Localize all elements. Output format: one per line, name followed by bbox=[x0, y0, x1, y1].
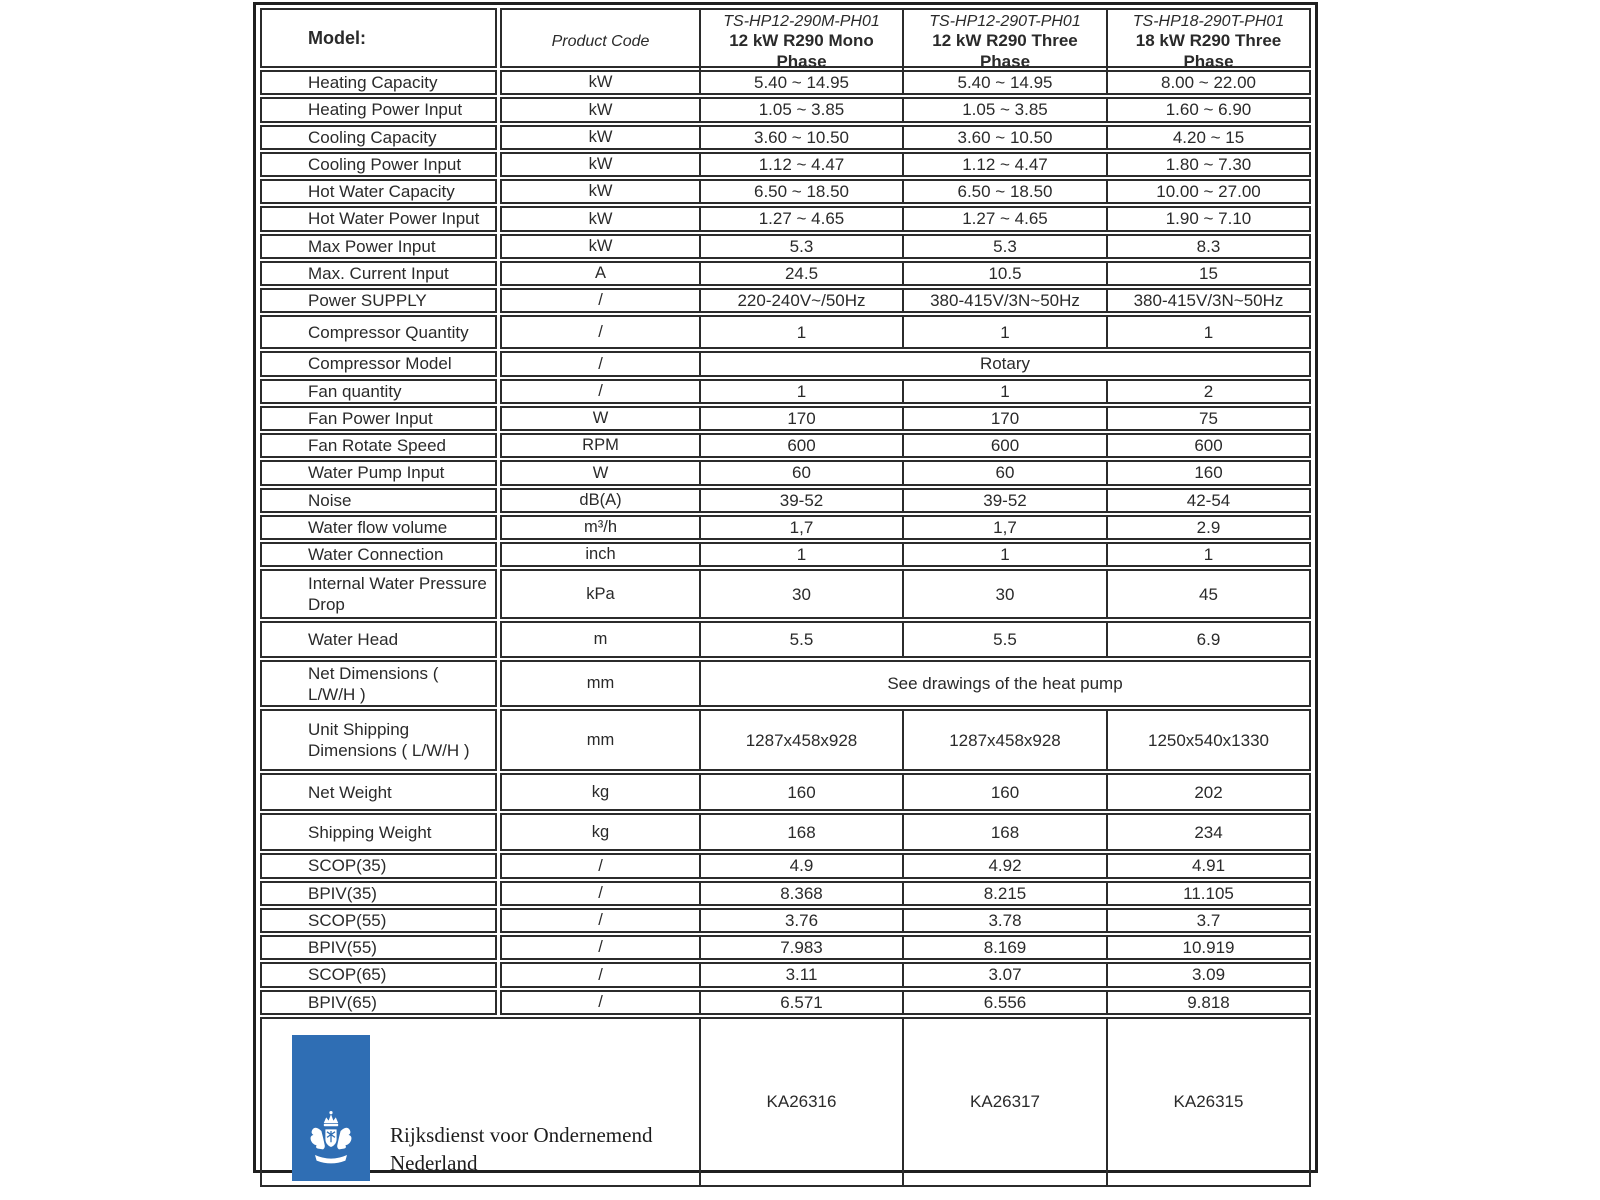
table-row bbox=[260, 125, 1311, 150]
value-cell: 160 bbox=[699, 775, 902, 809]
value-cell: 380-415V/3N~50Hz bbox=[1106, 290, 1309, 311]
table-row bbox=[260, 569, 1311, 619]
value-cell: 15 bbox=[1106, 263, 1309, 284]
row-label: Water Pump Input bbox=[260, 460, 497, 485]
table-row bbox=[260, 542, 1311, 567]
row-label: Shipping Weight bbox=[260, 813, 497, 851]
value-cell: 1 bbox=[699, 381, 902, 402]
unit-cell: / bbox=[598, 856, 603, 875]
value-cell: 1,7 bbox=[902, 517, 1106, 538]
value-cell: 10.919 bbox=[1106, 937, 1309, 958]
row-values bbox=[500, 379, 1311, 404]
value-cell: 1.60 ~ 6.90 bbox=[1106, 99, 1309, 120]
value-cell: 1 bbox=[1106, 317, 1309, 347]
unit-cell: W bbox=[592, 463, 609, 482]
value-cell: 60 bbox=[699, 462, 902, 483]
value-cell: 1287x458x928 bbox=[699, 711, 902, 769]
table-row bbox=[260, 234, 1311, 259]
row-values bbox=[500, 351, 1311, 376]
row-values bbox=[500, 70, 1311, 95]
row-label: Water flow volume bbox=[260, 515, 497, 540]
value-cell: 1.80 ~ 7.30 bbox=[1106, 154, 1309, 175]
value-cell: 600 bbox=[699, 435, 902, 456]
unit-cell: W bbox=[592, 409, 609, 428]
table-row bbox=[260, 206, 1311, 231]
value-cell: 5.40 ~ 14.95 bbox=[699, 72, 902, 93]
value-cell: 39-52 bbox=[902, 490, 1106, 511]
row-values bbox=[500, 962, 1311, 987]
value-cell: 1 bbox=[902, 317, 1106, 347]
model-code: TS-HP12-290T-PH01 bbox=[929, 13, 1081, 30]
row-values bbox=[500, 881, 1311, 906]
row-values bbox=[500, 433, 1311, 458]
value-cell: 1.05 ~ 3.85 bbox=[699, 99, 902, 120]
row-label: Internal Water Pressure Drop bbox=[260, 569, 497, 619]
value-cell: 5.5 bbox=[902, 623, 1106, 656]
value-cell: 3.76 bbox=[699, 910, 902, 931]
value-cell: 24.5 bbox=[699, 263, 902, 284]
value-cell: 30 bbox=[699, 571, 902, 617]
value-cell-span: Rotary bbox=[699, 353, 1309, 374]
table-row bbox=[260, 315, 1311, 349]
table-row bbox=[260, 908, 1311, 933]
row-values bbox=[500, 813, 1311, 851]
row-label: Noise bbox=[260, 488, 497, 513]
table-row bbox=[260, 179, 1311, 204]
rvo-brand-cell bbox=[262, 1019, 699, 1185]
model-column-header bbox=[1106, 10, 1309, 74]
product-code-header: Product Code bbox=[551, 32, 650, 50]
row-values bbox=[500, 152, 1311, 177]
row-label: Fan quantity bbox=[260, 379, 497, 404]
value-cell: 1287x458x928 bbox=[902, 711, 1106, 769]
row-values bbox=[500, 406, 1311, 431]
unit-cell: / bbox=[598, 965, 603, 984]
unit-cell: m bbox=[593, 630, 608, 649]
value-cell: 3.60 ~ 10.50 bbox=[699, 127, 902, 148]
model-code: TS-HP18-290T-PH01 bbox=[1132, 13, 1285, 30]
table-row bbox=[260, 990, 1311, 1015]
table-row bbox=[260, 351, 1311, 376]
row-values bbox=[500, 542, 1311, 567]
table-row bbox=[260, 261, 1311, 286]
unit-cell: A bbox=[594, 264, 606, 283]
value-cell: 3.07 bbox=[902, 964, 1106, 985]
value-cell: 60 bbox=[902, 462, 1106, 483]
unit-cell: / bbox=[598, 992, 603, 1011]
value-cell: 10.5 bbox=[902, 263, 1106, 284]
unit-cell: / bbox=[598, 911, 603, 930]
value-cell: 45 bbox=[1106, 571, 1309, 617]
value-cell: 234 bbox=[1106, 815, 1309, 849]
value-cell: 3.11 bbox=[699, 964, 902, 985]
value-cell: 168 bbox=[902, 815, 1106, 849]
value-cell: 170 bbox=[699, 408, 902, 429]
row-label: Hot Water Capacity bbox=[260, 179, 497, 204]
value-cell: 8.00 ~ 22.00 bbox=[1106, 72, 1309, 93]
row-label: SCOP(65) bbox=[260, 962, 497, 987]
heat-pump-spec-table bbox=[253, 2, 1318, 1176]
unit-cell: / bbox=[598, 291, 603, 310]
value-cell: 4.20 ~ 15 bbox=[1106, 127, 1309, 148]
value-cell: 6.571 bbox=[699, 992, 902, 1013]
unit-cell: kW bbox=[588, 73, 613, 92]
row-label: Water Head bbox=[260, 621, 497, 658]
row-values bbox=[500, 660, 1311, 707]
value-cell: 3.78 bbox=[902, 910, 1106, 931]
value-cell: 9.818 bbox=[1106, 992, 1309, 1013]
value-cell: 2 bbox=[1106, 381, 1309, 402]
row-label: Heating Capacity bbox=[260, 70, 497, 95]
table-row bbox=[260, 962, 1311, 987]
value-cell: 1 bbox=[902, 381, 1106, 402]
certificate-code-cell: KA26316 bbox=[699, 1019, 902, 1185]
dutch-coat-of-arms-icon bbox=[307, 1110, 355, 1173]
unit-cell: kW bbox=[588, 236, 613, 255]
table-row bbox=[260, 433, 1311, 458]
row-label: Max. Current Input bbox=[260, 261, 497, 286]
unit-cell: / bbox=[598, 883, 603, 902]
model-name: 12 kW R290 Three Phase bbox=[932, 31, 1078, 71]
value-cell: 1 bbox=[902, 544, 1106, 565]
unit-cell: mm bbox=[586, 674, 615, 693]
value-cell: 6.556 bbox=[902, 992, 1106, 1013]
value-cell: 10.00 ~ 27.00 bbox=[1106, 181, 1309, 202]
value-cell: 5.3 bbox=[699, 236, 902, 257]
value-cell: 8.215 bbox=[902, 883, 1106, 904]
value-cell: 6.50 ~ 18.50 bbox=[902, 181, 1106, 202]
table-row bbox=[260, 488, 1311, 513]
row-values bbox=[500, 261, 1311, 286]
table-row bbox=[260, 97, 1311, 122]
value-cell: 1.27 ~ 4.65 bbox=[902, 208, 1106, 229]
value-cell: 160 bbox=[902, 775, 1106, 809]
row-label: SCOP(55) bbox=[260, 908, 497, 933]
value-cell: 1250x540x1330 bbox=[1106, 711, 1309, 769]
unit-cell: / bbox=[598, 322, 603, 341]
value-cell: 1.12 ~ 4.47 bbox=[902, 154, 1106, 175]
unit-cell: m³/h bbox=[584, 518, 617, 537]
row-values bbox=[500, 709, 1311, 771]
row-label: Net Dimensions ( L/W/H ) bbox=[260, 660, 497, 707]
value-cell: 6.9 bbox=[1106, 623, 1309, 656]
table-row bbox=[260, 379, 1311, 404]
table-row bbox=[260, 621, 1311, 658]
value-cell: 170 bbox=[902, 408, 1106, 429]
unit-cell: inch bbox=[585, 545, 616, 564]
model-name: 12 kW R290 Mono Phase bbox=[729, 31, 874, 71]
row-values bbox=[500, 990, 1311, 1015]
value-cell: 11.105 bbox=[1106, 883, 1309, 904]
row-label: Compressor Quantity bbox=[260, 315, 497, 349]
model-name: 18 kW R290 Three Phase bbox=[1135, 31, 1282, 71]
unit-cell: / bbox=[598, 938, 603, 957]
table-row bbox=[260, 660, 1311, 707]
row-values bbox=[500, 853, 1311, 878]
certificate-code-cell: KA26317 bbox=[902, 1019, 1106, 1185]
row-values bbox=[500, 515, 1311, 540]
row-values bbox=[500, 288, 1311, 313]
row-label: BPIV(35) bbox=[260, 881, 497, 906]
row-label: Heating Power Input bbox=[260, 97, 497, 122]
value-cell: 42-54 bbox=[1106, 490, 1309, 511]
row-label: Compressor Model bbox=[260, 351, 497, 376]
row-values bbox=[500, 908, 1311, 933]
value-cell: 6.50 ~ 18.50 bbox=[699, 181, 902, 202]
unit-cell: kPa bbox=[586, 584, 615, 603]
value-cell: 8.3 bbox=[1106, 236, 1309, 257]
value-cell: 1 bbox=[699, 317, 902, 347]
value-cell: 1.12 ~ 4.47 bbox=[699, 154, 902, 175]
table-header-row bbox=[260, 8, 1311, 71]
value-cell: 168 bbox=[699, 815, 902, 849]
header-columns bbox=[500, 8, 1311, 71]
row-values bbox=[500, 125, 1311, 150]
row-values bbox=[500, 460, 1311, 485]
value-cell: 1 bbox=[699, 544, 902, 565]
value-cell: 5.40 ~ 14.95 bbox=[902, 72, 1106, 93]
value-cell: 8.368 bbox=[699, 883, 902, 904]
table-row bbox=[260, 460, 1311, 485]
value-cell: 600 bbox=[1106, 435, 1309, 456]
table-row bbox=[260, 515, 1311, 540]
table-row bbox=[260, 935, 1311, 960]
unit-cell: kW bbox=[588, 155, 613, 174]
row-values bbox=[500, 621, 1311, 658]
value-cell: 8.169 bbox=[902, 937, 1106, 958]
value-cell: 1.05 ~ 3.85 bbox=[902, 99, 1106, 120]
unit-cell: kW bbox=[588, 127, 613, 146]
certification-footer-row bbox=[260, 1017, 1311, 1187]
row-label: Unit Shipping Dimensions ( L/W/H ) bbox=[260, 709, 497, 771]
unit-cell: kg bbox=[591, 822, 610, 841]
unit-cell: RPM bbox=[582, 436, 619, 455]
value-cell: 160 bbox=[1106, 462, 1309, 483]
value-cell: 1,7 bbox=[699, 517, 902, 538]
row-values bbox=[500, 773, 1311, 811]
value-cell: 1.27 ~ 4.65 bbox=[699, 208, 902, 229]
unit-cell: dB(A) bbox=[579, 490, 622, 509]
table-row bbox=[260, 70, 1311, 95]
value-cell: 3.7 bbox=[1106, 910, 1309, 931]
value-cell: 4.92 bbox=[902, 855, 1106, 876]
value-cell-span: See drawings of the heat pump bbox=[699, 662, 1309, 705]
table-row bbox=[260, 152, 1311, 177]
org-name: Rijksdienst voor Ondernemend Nederland bbox=[390, 1122, 653, 1176]
row-label: Fan Power Input bbox=[260, 406, 497, 431]
value-cell: 5.3 bbox=[902, 236, 1106, 257]
unit-cell: mm bbox=[586, 730, 615, 749]
unit-cell: kg bbox=[591, 782, 610, 801]
unit-cell: / bbox=[598, 354, 603, 373]
value-cell: 3.09 bbox=[1106, 964, 1309, 985]
row-label: Water Connection bbox=[260, 542, 497, 567]
unit-cell: kW bbox=[588, 209, 613, 228]
table-row bbox=[260, 881, 1311, 906]
value-cell: 4.91 bbox=[1106, 855, 1309, 876]
table-row bbox=[260, 406, 1311, 431]
row-label: Cooling Capacity bbox=[260, 125, 497, 150]
table-row bbox=[260, 709, 1311, 771]
row-values bbox=[500, 935, 1311, 960]
row-label: Cooling Power Input bbox=[260, 152, 497, 177]
row-label: Fan Rotate Speed bbox=[260, 433, 497, 458]
rvo-logo bbox=[292, 1035, 370, 1181]
row-label: Power SUPPLY bbox=[260, 288, 497, 313]
value-cell: 380-415V/3N~50Hz bbox=[902, 290, 1106, 311]
value-cell: 600 bbox=[902, 435, 1106, 456]
value-cell: 1 bbox=[1106, 544, 1309, 565]
row-values bbox=[500, 97, 1311, 122]
table-row bbox=[260, 773, 1311, 811]
row-label: Max Power Input bbox=[260, 234, 497, 259]
table-row bbox=[260, 853, 1311, 878]
row-values bbox=[500, 234, 1311, 259]
model-header-label: Model: bbox=[260, 8, 497, 68]
value-cell: 202 bbox=[1106, 775, 1309, 809]
value-cell: 30 bbox=[902, 571, 1106, 617]
model-code: TS-HP12-290M-PH01 bbox=[723, 13, 880, 30]
row-label: BPIV(55) bbox=[260, 935, 497, 960]
certificate-code-cell: KA26315 bbox=[1106, 1019, 1309, 1185]
model-column-header bbox=[902, 10, 1106, 74]
value-cell: 2.9 bbox=[1106, 517, 1309, 538]
row-values bbox=[500, 488, 1311, 513]
value-cell: 220-240V~/50Hz bbox=[699, 290, 902, 311]
value-cell: 5.5 bbox=[699, 623, 902, 656]
table-row bbox=[260, 288, 1311, 313]
row-values bbox=[500, 569, 1311, 619]
row-values bbox=[500, 206, 1311, 231]
row-label: SCOP(35) bbox=[260, 853, 497, 878]
model-column-header bbox=[699, 10, 902, 74]
table-row bbox=[260, 813, 1311, 851]
value-cell: 1.90 ~ 7.10 bbox=[1106, 208, 1309, 229]
row-values bbox=[500, 179, 1311, 204]
unit-cell: / bbox=[598, 381, 603, 400]
row-label: Net Weight bbox=[260, 773, 497, 811]
table-body bbox=[260, 70, 1311, 1015]
unit-cell: kW bbox=[588, 100, 613, 119]
value-cell: 39-52 bbox=[699, 490, 902, 511]
row-label: BPIV(65) bbox=[260, 990, 497, 1015]
value-cell: 4.9 bbox=[699, 855, 902, 876]
row-label: Hot Water Power Input bbox=[260, 206, 497, 231]
value-cell: 7.983 bbox=[699, 937, 902, 958]
value-cell: 75 bbox=[1106, 408, 1309, 429]
value-cell: 3.60 ~ 10.50 bbox=[902, 127, 1106, 148]
unit-cell: kW bbox=[588, 182, 613, 201]
row-values bbox=[500, 315, 1311, 349]
